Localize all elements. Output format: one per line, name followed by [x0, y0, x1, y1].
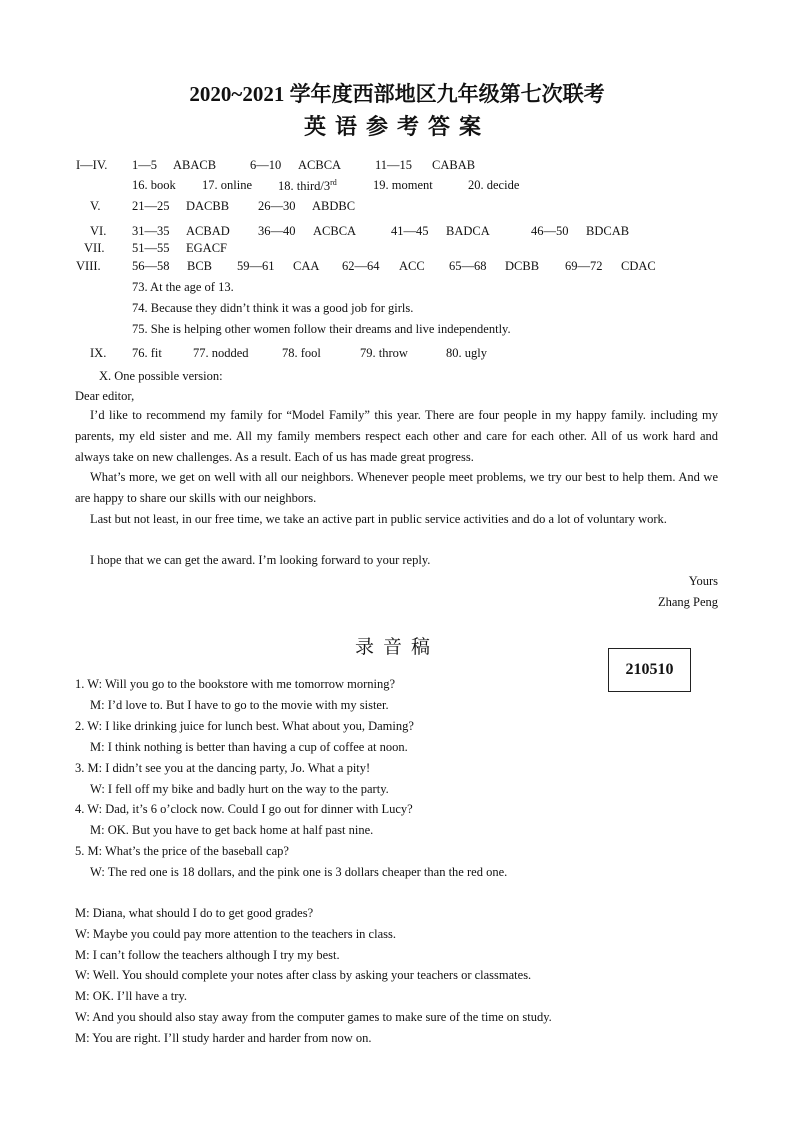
fill-answer: 18. third/3rd: [278, 178, 337, 194]
section-label: I—IV.: [76, 158, 108, 172]
transcript-title: 录音稿: [354, 637, 439, 658]
transcript-line: W: The red one is 18 dollars, and the pink one is 3 dollars cheaper than the red one.: [90, 865, 508, 879]
group-range: 65—68: [449, 259, 487, 273]
short-answer: 73. At the age of 13.: [132, 280, 234, 294]
group-range: 31—35: [132, 224, 170, 238]
letter-paragraph: I hope that we can get the award. I’m looking forward to your reply.: [90, 553, 431, 567]
group-answers: ACBCA: [298, 158, 342, 172]
transcript-line: M: I’d love to. But I have to go to the movie with my sister.: [90, 698, 389, 712]
letter-greeting: Dear editor,: [75, 389, 135, 403]
transcript-line: 2. W: I like drinking juice for lunch best. What about you, Daming?: [75, 719, 414, 733]
dialogue-line: W: And you should also stay away from the computer games to make sure of the time on study.: [75, 1010, 552, 1024]
group-answers: ABACB: [173, 158, 217, 172]
letter-paragraph: What’s more, we get on well with all our neighbors. Whenever people meet problems, we try our best to help them. And we are happy to share our skills with our neighbors.: [75, 470, 718, 505]
dialogue-line: W: Well. You should complete your notes after class by asking your teachers or classmates.: [75, 968, 532, 982]
group-range: 46—50: [531, 224, 569, 238]
letter-paragraph: Last but not least, in our free time, we take an active part in public service activities and do a lot of voluntary work.: [90, 512, 667, 526]
group-range: 36—40: [258, 224, 296, 238]
group-answers: CABAB: [432, 158, 476, 172]
section-label: IX.: [90, 346, 107, 360]
group-range: 6—10: [250, 158, 282, 172]
transcript-line: 1. W: Will you go to the bookstore with me tomorrow morning?: [75, 677, 396, 691]
fill-answer: 80. ugly: [446, 346, 487, 360]
group-answers: BDCAB: [586, 224, 630, 238]
fill-answer: 17. online: [202, 178, 252, 192]
fill-answer: 76. fit: [132, 346, 162, 360]
group-range: 41—45: [391, 224, 429, 238]
transcript-line: 5. M: What’s the price of the baseball cap?: [75, 844, 289, 858]
group-range: 69—72: [565, 259, 603, 273]
paper-code-box: 210510: [608, 648, 691, 692]
fill-answer: 79. throw: [360, 346, 408, 360]
group-range: 51—55: [132, 241, 170, 255]
page-title: 2020~2021 学年度西部地区九年级第七次联考: [189, 82, 605, 106]
group-answers: CAA: [293, 259, 320, 273]
transcript-line: M: OK. But you have to get back home at half past nine.: [90, 823, 374, 837]
transcript-line: 3. M: I didn’t see you at the dancing party, Jo. What a pity!: [75, 761, 371, 775]
group-answers: EGACF: [186, 241, 227, 255]
letter-closing: Yours: [688, 574, 718, 588]
page-subtitle: 英语参考答案: [303, 114, 490, 139]
letter-signature: Zhang Peng: [657, 595, 718, 609]
group-range: 26—30: [258, 199, 296, 213]
transcript-line: 4. W: Dad, it’s 6 o’clock now. Could I go out for dinner with Lucy?: [75, 802, 413, 816]
section-label: V.: [90, 199, 101, 213]
letter-paragraph: I’d like to recommend my family for “Model Family” this year. There are four people in my happy family. including my parents, my eld sister and me. All my family members respect each other and care for each other. All of us work hard and always take on new challenges. As a result. Each of us has made great progress.: [75, 408, 718, 464]
short-answer: 74. Because they didn’t think it was a good job for girls.: [132, 301, 414, 315]
group-range: 11—15: [375, 158, 413, 172]
group-answers: ACBCA: [313, 224, 357, 238]
section-label: VII.: [84, 241, 105, 255]
group-answers: ACC: [399, 259, 425, 273]
transcript-line: W: I fell off my bike and badly hurt on the way to the party.: [90, 782, 389, 796]
short-answer: 75. She is helping other women follow their dreams and live independently.: [132, 322, 511, 336]
dialogue-line: M: Diana, what should I do to get good grades?: [75, 906, 314, 920]
dialogue-line: M: OK. I’ll have a try.: [75, 989, 188, 1003]
fill-answer: 77. nodded: [193, 346, 249, 360]
group-answers: CDAC: [621, 259, 656, 273]
fill-answer: 78. fool: [282, 346, 321, 360]
group-range: 56—58: [132, 259, 170, 273]
dialogue-line: W: Maybe you could pay more attention to the teachers in class.: [75, 927, 396, 941]
group-range: 1—5: [132, 158, 157, 172]
section-label: VI.: [90, 224, 107, 238]
group-answers: ACBAD: [186, 224, 230, 238]
group-range: 21—25: [132, 199, 170, 213]
group-range: 62—64: [342, 259, 380, 273]
group-range: 59—61: [237, 259, 275, 273]
group-answers: DACBB: [186, 199, 230, 213]
section-label: X. One possible version:: [99, 369, 223, 383]
dialogue-line: M: You are right. I’ll study harder and harder from now on.: [75, 1031, 372, 1045]
fill-answer: 20. decide: [468, 178, 520, 192]
section-label: VIII.: [76, 259, 101, 273]
transcript-line: M: I think nothing is better than having a cup of coffee at noon.: [90, 740, 408, 754]
group-answers: BCB: [187, 259, 213, 273]
dialogue-line: M: I can’t follow the teachers although I try my best.: [75, 948, 340, 962]
fill-answer: 16. book: [132, 178, 176, 192]
fill-answer: 19. moment: [373, 178, 433, 192]
group-answers: ABDBC: [312, 199, 356, 213]
group-answers: BADCA: [446, 224, 490, 238]
superscript: rd: [330, 178, 337, 187]
group-answers: DCBB: [505, 259, 540, 273]
